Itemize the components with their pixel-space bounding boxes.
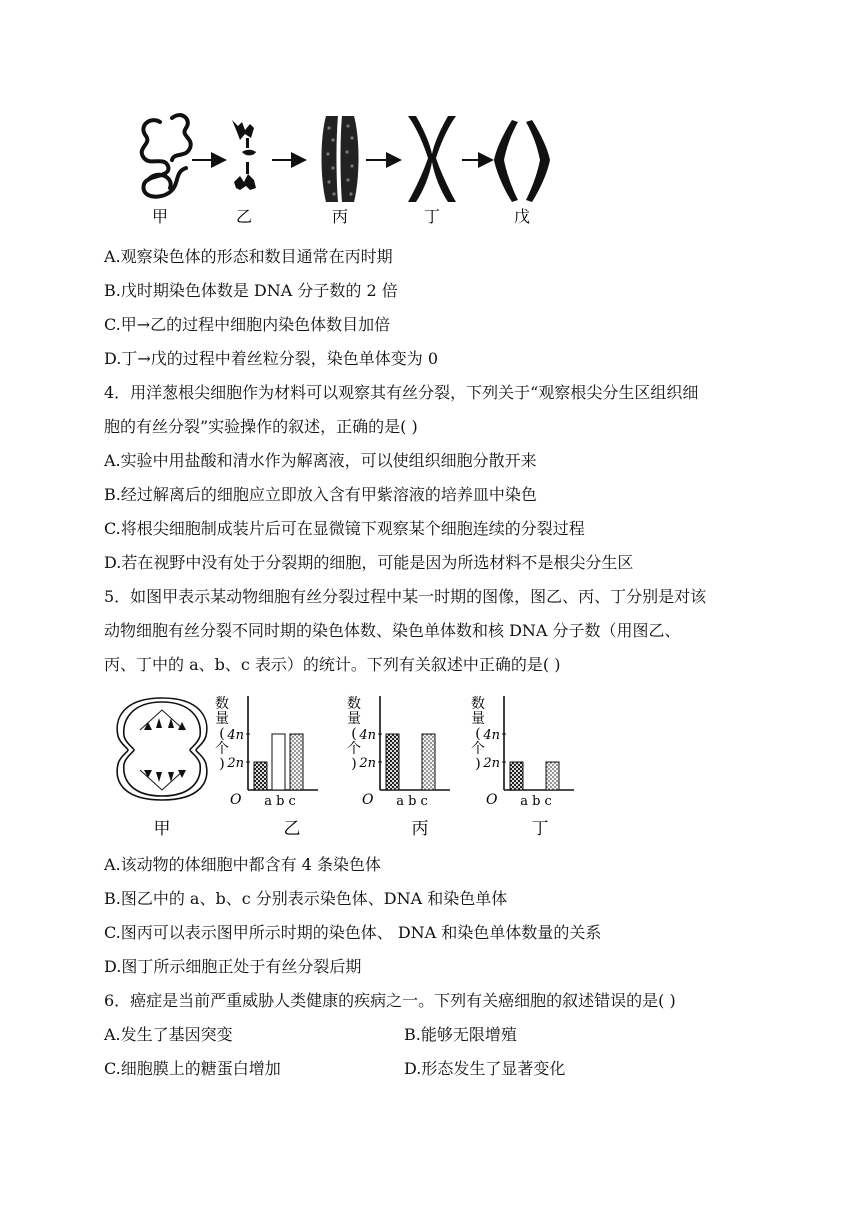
- stage-label-ding: 丁: [423, 207, 441, 226]
- q4-option-d: D.若在视野中没有处于分裂期的细胞，可能是因为所选材料不是根尖分生区: [104, 553, 634, 572]
- q5-stem-line-3: 丙、丁中的 a、b、c 表示）的统计。下列有关叙述中正确的是( ): [104, 655, 561, 674]
- y-axis-label: 数量(个): [471, 696, 485, 772]
- q4-stem-line-2: 胞的有丝分裂”实验操作的叙述，正确的是( ): [104, 417, 418, 436]
- bar-a: [386, 734, 399, 790]
- q6-option-c: C.细胞膜上的糖蛋白增加: [104, 1059, 281, 1078]
- category-labels: a b c: [264, 794, 296, 809]
- bar-c: [546, 762, 559, 790]
- cell-jia-drawing: [117, 698, 207, 800]
- stage-yi-prophase-drawing: [232, 120, 256, 190]
- q5-option-b: B.图乙中的 a、b、c 分别表示染色体、DNA 和染色单体: [104, 889, 508, 908]
- stage-label-jia: 甲: [151, 207, 169, 226]
- stage-wu-chromatids-drawing: [494, 120, 550, 202]
- bar-b: [272, 734, 285, 790]
- panel-label-jia: 甲: [153, 819, 171, 839]
- tick-label-4n: 4n: [227, 728, 244, 743]
- q3-option-b: B.戊时期染色体数是 DNA 分子数的 2 倍: [104, 281, 398, 300]
- q4-option-b: B.经过解离后的细胞应立即放入含有甲紫溶液的培养皿中染色: [104, 485, 537, 504]
- tick-label-2n: 2n: [359, 756, 376, 771]
- q3-option-c: C.甲→乙的过程中细胞内染色体数目加倍: [104, 315, 391, 334]
- q4-stem-line-1: 4．用洋葱根尖细胞作为材料可以观察其有丝分裂，下列关于“观察根尖分生区组织细: [104, 383, 699, 402]
- category-labels: a b c: [396, 794, 428, 809]
- chromosome-sequence-figure: [130, 108, 560, 226]
- q3-option-a: A.观察染色体的形态和数目通常在丙时期: [104, 247, 393, 266]
- bar-a: [254, 762, 267, 790]
- q6-stem: 6．癌症是当前严重威胁人类健康的疾病之一。下列有关癌细胞的叙述错误的是( ): [104, 991, 676, 1010]
- tick-label-2n: 2n: [483, 756, 500, 771]
- origin-label: O: [486, 792, 498, 808]
- q5-stem-line-1: 5．如图甲表示某动物细胞有丝分裂过程中某一时期的图像，图乙、丙、丁分别是对该: [104, 587, 707, 606]
- q4-option-c: C.将根尖细胞制成装片后可在显微镜下观察某个细胞连续的分裂过程: [104, 519, 585, 538]
- stage-jia-chromatin-drawing: [142, 115, 191, 197]
- q5-option-d: D.图丁所示细胞正处于有丝分裂后期: [104, 957, 362, 976]
- stage-label-bing: 丙: [331, 207, 349, 226]
- bar-c: [422, 734, 435, 790]
- origin-label: O: [230, 792, 242, 808]
- bar-a: [510, 762, 523, 790]
- bar-chart-丁: [471, 695, 574, 809]
- y-axis-label: 数量(个): [215, 696, 229, 772]
- bar-chart-乙: [215, 695, 318, 809]
- q5-stem-line-2: 动物细胞有丝分裂不同时期的染色体数、染色单体数和核 DNA 分子数（用图乙、: [104, 621, 681, 640]
- q5-option-a: A.该动物的体细胞中都含有 4 条染色体: [104, 855, 381, 874]
- tick-label-4n: 4n: [483, 728, 500, 743]
- stage-label-yi: 乙: [235, 207, 253, 226]
- q3-option-d: D.丁→戊的过程中着丝粒分裂，染色单体变为 0: [104, 349, 439, 368]
- tick-label-4n: 4n: [359, 728, 376, 743]
- bar-c: [290, 734, 303, 790]
- panel-label-ding: 丁: [531, 819, 549, 839]
- stage-label-wu: 戊: [513, 207, 531, 226]
- bar-chart-丙: [347, 695, 450, 809]
- category-labels: a b c: [520, 794, 552, 809]
- origin-label: O: [362, 792, 374, 808]
- q6-option-d: D.形态发生了显著变化: [404, 1059, 566, 1078]
- q5-option-c: C.图丙可以表示图甲所示时期的染色体、 DNA 和染色单体数量的关系: [104, 923, 602, 942]
- stage-ding-chromosome-drawing: [408, 116, 456, 202]
- tick-label-2n: 2n: [227, 756, 244, 771]
- q6-option-a: A.发生了基因突变: [104, 1025, 233, 1044]
- q6-option-b: B.能够无限增殖: [404, 1025, 517, 1044]
- stage-bing-chromosome-drawing: [322, 116, 359, 202]
- mitosis-count-figure: [110, 690, 590, 840]
- y-axis-label: 数量(个): [347, 696, 361, 772]
- panel-label-yi: 乙: [283, 819, 301, 839]
- panel-label-bing: 丙: [411, 819, 429, 839]
- q4-option-a: A.实验中用盐酸和清水作为解离液，可以使组织细胞分散开来: [104, 451, 537, 470]
